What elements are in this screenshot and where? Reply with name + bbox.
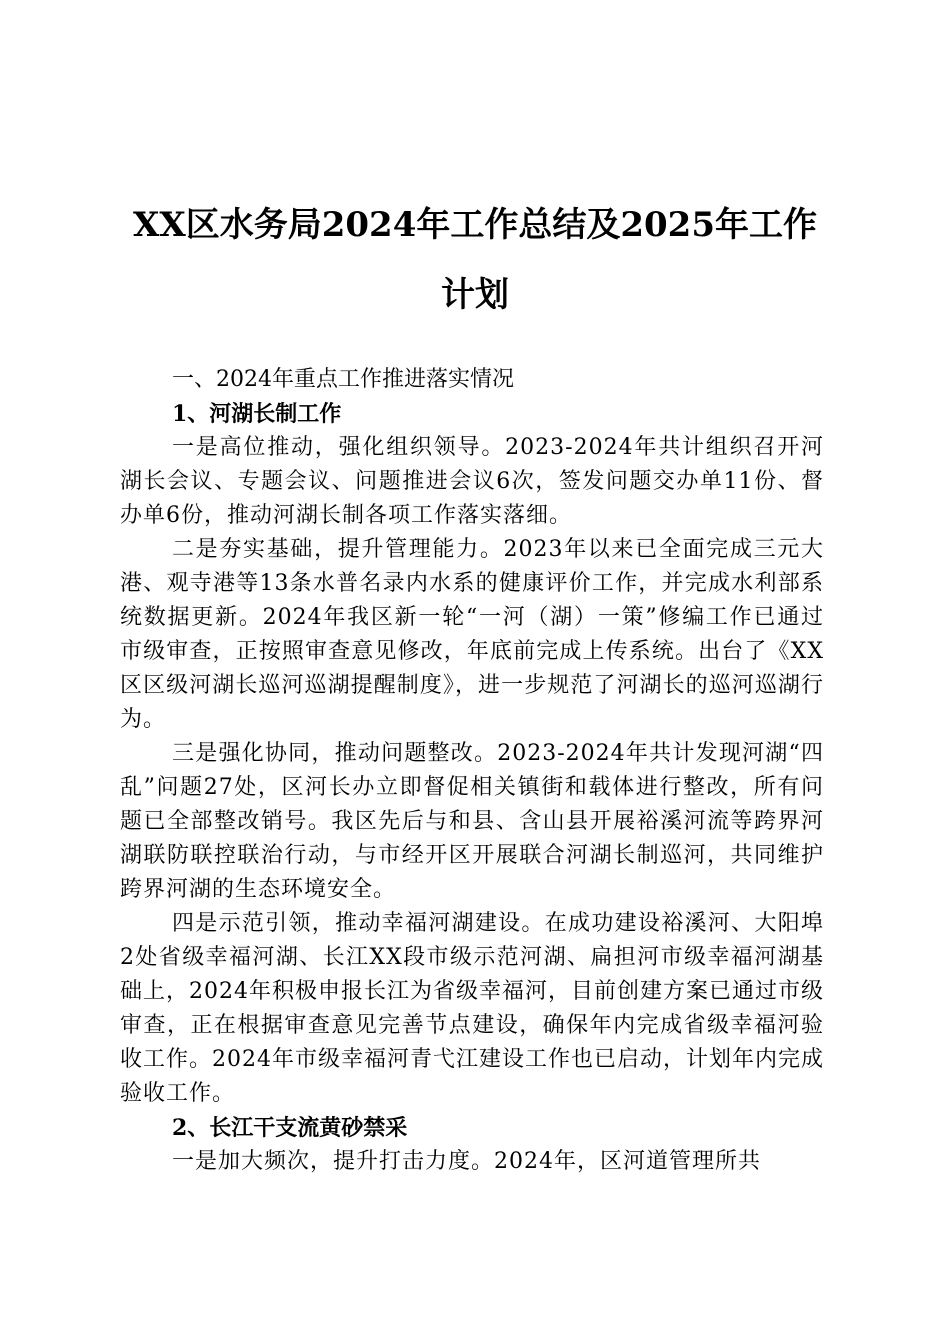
- paragraph-high-level-promotion: 一是高位推动，强化组织领导。2023-2024年共计组织召开河湖长会议、专题会议、问题推进会议6次，签发问题交办单11份、督办单6份，推动河湖长制各项工作落实落细。: [120, 435, 824, 528]
- subsection-heading-2: 2、长江干支流黄砂禁采: [172, 1115, 408, 1141]
- paragraph-increase-frequency: 一是加大频次，提升打击力度。2024年，区河道管理所共: [172, 1149, 761, 1174]
- section-heading-1: 一、2024年重点工作推进落实情况: [172, 367, 514, 392]
- paragraph-strengthen-coordination: 三是强化协同，推动问题整改。2023-2024年共计发现河湖“四乱”问题27处，区河长办立即督促相关镇街和载体进行整改，所有问题已全部整改销号。我区先后与和县、含山县开展裕溪河流等跨界河湖联防联控联治行动，与市经开区开展联合河湖长制巡河，共同维护跨界河湖的生态环境安全。: [120, 741, 824, 902]
- document-title-line2: 计划: [441, 275, 509, 315]
- paragraph-demonstration-lead: 四是示范引领，推动幸福河湖建设。在成功建设裕溪河、大阳埠2处省级幸福河湖、长江XX段市级示范河湖、扁担河市级幸福河湖基础上，2024年积极申报长江为省级幸福河，目前创建方案已通过市级审查，正在根据审查意见完善节点建设，确保年内完成省级幸福河验收工作。2024年市级幸福河青弋江建设工作也已启动，计划年内完成验收工作。: [120, 911, 824, 1106]
- document-body: [120, 363, 824, 1179]
- paragraph-consolidate-foundation: 二是夯实基础，提升管理能力。2023年以来已全面完成三元大港、观寺港等13条水普名录内水系的健康评价工作，并完成水利部系统数据更新。2024年我区新一轮“一河（湖）一策”修编工作已通过市级审查，正按照审查意见修改，年底前完成上传系统。出台了《XX区区级河湖长巡河巡湖提醒制度》，进一步规范了河湖长的巡河巡湖行为。: [120, 537, 824, 732]
- document-title-line1: XX区水务局2024年工作总结及2025年工作: [132, 205, 818, 245]
- subsection-heading-1: 1、河湖长制工作: [172, 401, 342, 427]
